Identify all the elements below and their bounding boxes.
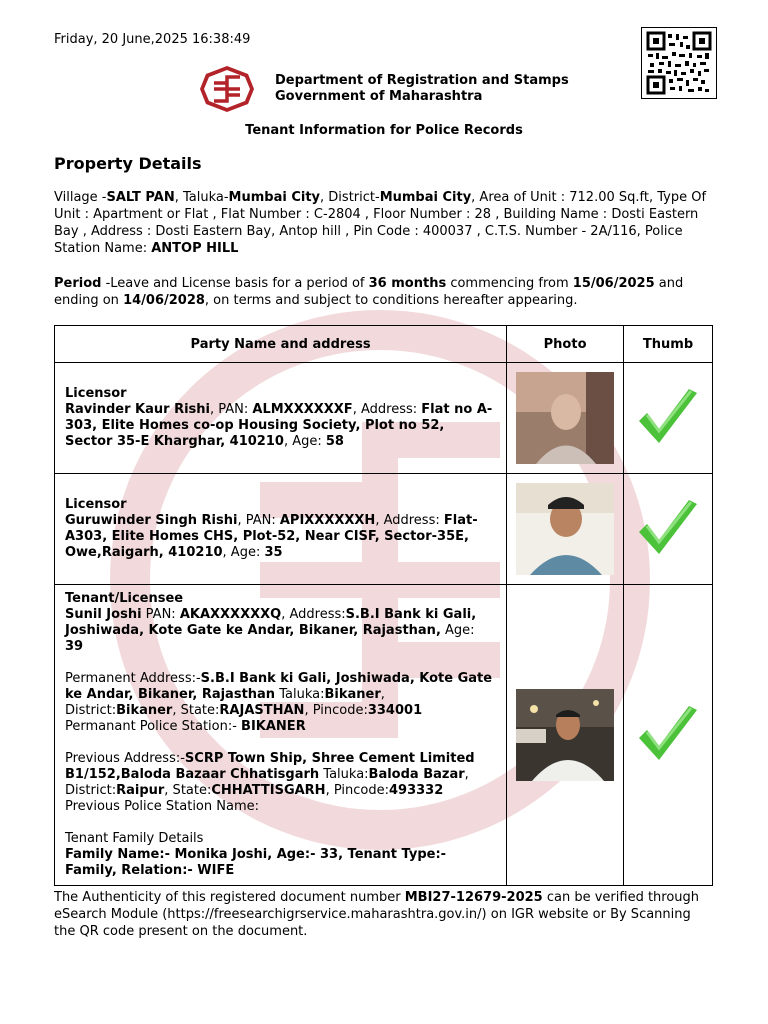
permanent-address-value: S.B.I Bank ki Gali, Joshiwada, Kote Gate ke Andar, Bikaner, Rajasthan bbox=[65, 671, 493, 702]
family-details-heading: Tenant Family Details bbox=[65, 831, 204, 846]
dept-line-2: Government of Maharashtra bbox=[275, 89, 483, 104]
permanent-police-station-value: BIKANER bbox=[241, 719, 306, 734]
document-title: Tenant Information for Police Records bbox=[245, 123, 523, 138]
dept-line-1: Department of Registration and Stamps bbox=[275, 73, 569, 88]
column-header-party: Party Name and address bbox=[55, 326, 507, 363]
party-name: Sunil Joshi bbox=[65, 607, 142, 622]
party-details bbox=[55, 474, 507, 585]
age-value: 35 bbox=[264, 545, 283, 560]
age-label: , Age: bbox=[283, 434, 326, 449]
table-row bbox=[55, 474, 713, 585]
state-label: , State: bbox=[172, 703, 220, 718]
age-label: , Age: bbox=[222, 545, 265, 560]
property-details-paragraph bbox=[54, 189, 714, 257]
district-label: District: bbox=[65, 703, 117, 718]
authenticity-text: can be verified through eSearch Module (https://freesearchigrservice.maharashtra.gov.in/) on IGR website or By Scanning the QR code present on the document. bbox=[54, 890, 700, 939]
district-value: Mumbai City bbox=[379, 190, 472, 205]
thumb-cell bbox=[624, 474, 713, 585]
property-details-text: , Area of Unit : 712.00 Sq.ft, Type Of Unit : Apartment or Flat , Flat Number : C-2804 , Floor Number : 28 , Building Name : Dosti Eastern Bay , Address : Dosti Eastern Bay, Antop hill , Pin Code : 400037 , C.T.S. Number - 2A/116, Police Station Name: bbox=[54, 190, 707, 256]
photo-cell bbox=[507, 363, 624, 474]
pincode-value: 493332 bbox=[388, 783, 444, 798]
taluka-label: Taluka: bbox=[319, 767, 369, 782]
district-label: District: bbox=[65, 783, 117, 798]
party-table bbox=[54, 325, 713, 886]
district-value: Bikaner bbox=[116, 703, 173, 718]
dept-logo-icon bbox=[198, 64, 256, 114]
party-details: Tenant/Licensee Sunil Joshi PAN: AKAXXXXXXQ, Address:S.B.I Bank ki Gali, Joshiwada, Kote Gate ke Andar, Bikaner, Rajasthan, Age: 39 Permanent Address:-S.B.I Bank ki Gali, Joshiwada, Kote Gate ke Andar, Bikaner, Rajasthan Taluka:Bikaner, District:Bikaner, State:RAJASTHAN, Pincode:334001 Permanant Police Station:- BIKANER Previous Address:-SCRP Town Ship, Shree Cement Limited B1/152,Baloda Bazaar Chhatisgarh Taluka:Baloda Bazar, District:Raipur, State:CHHATTISGARH, Pincode:493332 Previous Police Station Name: Tenant Family Details Family Name:- Monika Joshi, Age:- 33, Tenant Type:- Family, Relation:- WIFE bbox=[55, 585, 507, 886]
thumb-cell bbox=[624, 363, 713, 474]
period-text: commencing from bbox=[446, 276, 573, 291]
pan-label: , PAN: bbox=[209, 402, 253, 417]
address-value: Flat no A-303, Elite Homes co-op Housing Society, Plot no 52, Sector 35-E Kharghar, 410210 bbox=[65, 402, 493, 449]
department-name bbox=[275, 73, 569, 105]
state-value: RAJASTHAN bbox=[219, 703, 305, 718]
pincode-label: , Pincode: bbox=[325, 783, 389, 798]
party-details bbox=[55, 363, 507, 474]
party-table-header-row bbox=[55, 326, 713, 363]
taluka-value: Bikaner bbox=[324, 687, 381, 702]
previous-police-station-label: Previous Police Station Name: bbox=[65, 799, 259, 814]
address-label: , Address: bbox=[352, 402, 422, 417]
period-text: , on terms and subject to conditions hereafter appearing. bbox=[204, 293, 578, 308]
check-mark-icon bbox=[635, 496, 701, 562]
property-details-heading: Property Details bbox=[54, 154, 202, 173]
family-details-value: Family Name:- Monika Joshi, Age:- 33, Tenant Type:- Family, Relation:- WIFE bbox=[65, 847, 447, 878]
table-row bbox=[55, 363, 713, 474]
state-value: CHHATTISGARH bbox=[211, 783, 326, 798]
police-station-value: ANTOP HILL bbox=[151, 241, 239, 256]
age-value: 58 bbox=[325, 434, 344, 449]
pincode-label: , Pincode: bbox=[304, 703, 368, 718]
table-row bbox=[55, 585, 713, 886]
thumb-cell bbox=[624, 585, 713, 886]
pan-value: ALMXXXXXXF bbox=[252, 402, 353, 417]
pan-label: , PAN: bbox=[237, 513, 280, 528]
district-value: Raipur bbox=[116, 783, 165, 798]
pan-value: AKAXXXXXXQ bbox=[179, 607, 282, 622]
period-paragraph bbox=[54, 275, 714, 309]
photo-cell bbox=[507, 585, 624, 886]
village-value: SALT PAN bbox=[106, 190, 175, 205]
check-mark-icon bbox=[635, 385, 701, 451]
period-label: Period bbox=[54, 276, 102, 291]
state-label: , State: bbox=[164, 783, 212, 798]
check-mark-icon bbox=[635, 702, 701, 768]
party-role: Licensor bbox=[65, 386, 127, 401]
qr-code-icon[interactable] bbox=[641, 27, 717, 99]
party-photo bbox=[516, 483, 614, 575]
address-label: , Address: bbox=[281, 607, 346, 622]
period-text: -Leave and License basis for a period of bbox=[101, 276, 369, 291]
column-header-photo: Photo bbox=[507, 326, 624, 363]
document-number: MBI27-12679-2025 bbox=[404, 890, 543, 905]
previous-address-value: SCRP Town Ship, Shree Cement Limited B1/152,Baloda Bazaar Chhatisgarh bbox=[65, 751, 475, 782]
print-datetime: Friday, 20 June,2025 16:38:49 bbox=[54, 32, 251, 47]
age-label: Age: bbox=[440, 623, 475, 638]
party-photo bbox=[516, 372, 614, 464]
address-value: Flat-A303, Elite Homes CHS, Plot-52, Near CISF, Sector-35E, Owe,Raigarh, 410210 bbox=[65, 513, 478, 560]
party-name: Ravinder Kaur Rishi bbox=[65, 402, 210, 417]
village-label: Village - bbox=[54, 190, 107, 205]
party-name: Guruwinder Singh Rishi bbox=[65, 513, 238, 528]
taluka-label: , Taluka- bbox=[174, 190, 229, 205]
pincode-value: 334001 bbox=[367, 703, 423, 718]
pan-value: APIXXXXXXH bbox=[279, 513, 376, 528]
photo-cell bbox=[507, 474, 624, 585]
period-duration: 36 months bbox=[368, 276, 447, 291]
pan-label: PAN: bbox=[141, 607, 180, 622]
taluka-label: Taluka: bbox=[275, 687, 325, 702]
party-role: Licensor bbox=[65, 497, 127, 512]
period-start-date: 15/06/2025 bbox=[572, 276, 655, 291]
previous-address-label: Previous Address:- bbox=[65, 751, 185, 766]
party-role: Tenant/Licensee bbox=[65, 591, 184, 606]
address-value: S.B.I Bank ki Gali, Joshiwada, Kote Gate ke Andar, Bikaner, Rajasthan, bbox=[65, 607, 477, 638]
taluka-value: Baloda Bazar bbox=[368, 767, 465, 782]
authenticity-text: The Authenticity of this registered document number bbox=[54, 890, 405, 905]
taluka-value: Mumbai City bbox=[228, 190, 321, 205]
party-photo bbox=[516, 689, 614, 781]
permanent-police-station-label: Permanant Police Station:- bbox=[65, 719, 242, 734]
permanent-address-label: Permanent Address:- bbox=[65, 671, 201, 686]
period-text: and ending on bbox=[54, 276, 684, 308]
address-label: , Address: bbox=[375, 513, 444, 528]
period-end-date: 14/06/2028 bbox=[123, 293, 205, 308]
age-value: 39 bbox=[65, 639, 84, 654]
district-label: , District- bbox=[320, 190, 380, 205]
column-header-thumb: Thumb bbox=[624, 326, 713, 363]
authenticity-note bbox=[54, 889, 714, 940]
